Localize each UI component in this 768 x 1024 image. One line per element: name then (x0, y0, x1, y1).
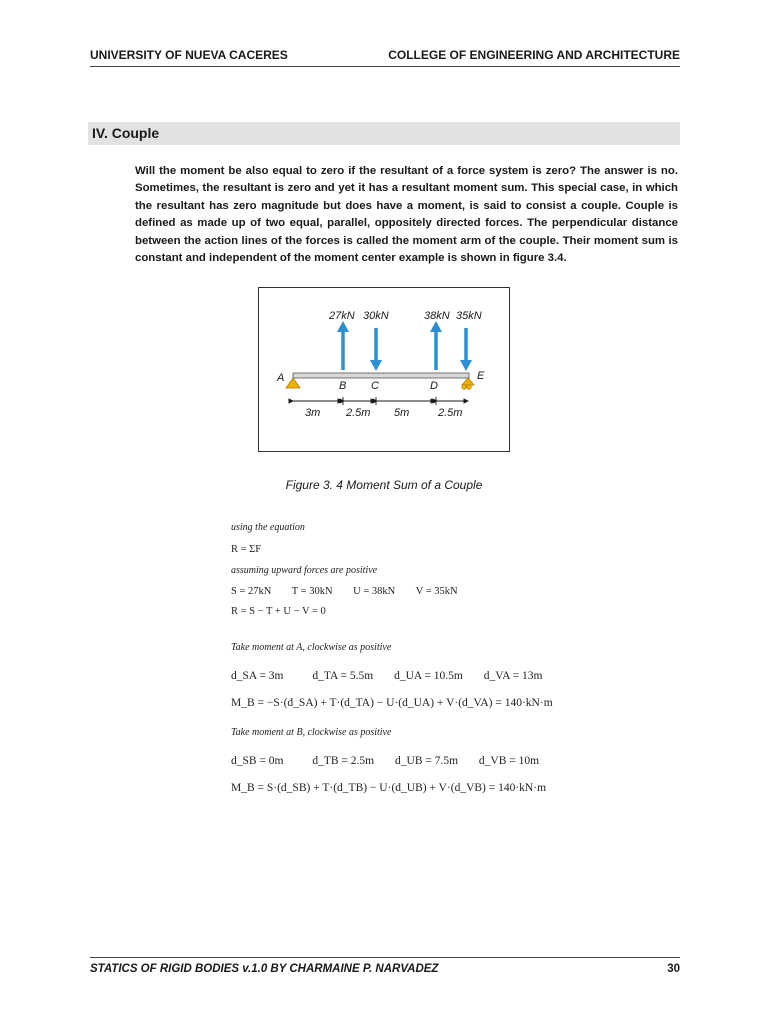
dimension-lines (293, 397, 468, 405)
distance-b: d_SB = 0m (231, 755, 284, 767)
beam-diagram (259, 288, 509, 451)
distance-a: d_UA = 10.5m (394, 670, 463, 682)
distance-b: d_UB = 7.5m (395, 755, 459, 767)
force-value: V = 35kN (415, 586, 458, 597)
force-label: 30kN (363, 310, 389, 322)
point-label: E (477, 370, 485, 382)
distance-label: 5m (394, 407, 410, 419)
equation-resultant: R = ΣF (231, 544, 262, 555)
footer-title: STATICS OF RIGID BODIES v.1.0 BY CHARMAINE P. NARVADEZ (90, 963, 439, 975)
force-arrow-30kn (370, 328, 382, 371)
body-paragraph: Will the moment be also equal to zero if the resultant of a force system is zero? The answer is no. Sometimes, the resultant is zero and yet it has a resultant moment sum. This special case, in which the resultant has zero magnitude but does have a moment, is said to consist a couple. Couple is defined as made up of two equal, parallel, oppositely directed forces. The perpendicular distance between the action lines of the forces is called the moment arm of the couple. Their moment sum is constant and independent of the moment center example is shown in figure 3.4. (135, 165, 678, 265)
force-value: T = 30kN (291, 586, 333, 597)
distances-b-row (231, 755, 539, 767)
point-label: B (339, 380, 347, 392)
moment-b-equation: M_B = S·(d_SB) + T·(d_TB) − U·(d_UB) + V·(d_VB) = 140·kN·m (231, 782, 547, 794)
header-university: UNIVERSITY OF NUEVA CACERES (90, 48, 288, 62)
distance-b: d_VB = 10m (478, 755, 540, 767)
point-label: A (277, 372, 285, 384)
beam (293, 373, 469, 378)
moment-b-note: Take moment at B, clockwise as positive (231, 727, 392, 738)
force-arrow-35kn (460, 328, 472, 371)
force-label: 35kN (456, 310, 482, 322)
page-number: 30 (667, 963, 680, 975)
equation-intro: using the equation (231, 522, 305, 533)
moment-a-equation: M_B = −S·(d_SA) + T·(d_TA) − U·(d_UA) + V·(d_VA) = 140·kN·m (231, 697, 553, 709)
force-arrow-38kn (430, 321, 442, 370)
equation-assumption: assuming upward forces are positive (231, 565, 378, 576)
force-value: S = 27kN (231, 586, 272, 597)
force-values-row (231, 586, 458, 597)
equation-sum: R = S − T + U − V = 0 (231, 606, 326, 617)
section-title: IV. Couple (92, 125, 160, 141)
section-heading (88, 122, 680, 145)
distances-a-row (231, 670, 542, 682)
page-footer (90, 957, 680, 980)
force-value: U = 38kN (353, 586, 396, 597)
distance-a: d_VA = 13m (483, 670, 543, 682)
distance-b: d_TB = 2.5m (312, 755, 375, 767)
distance-label: 2.5m (438, 407, 463, 419)
distance-a: d_TA = 5.5m (312, 670, 374, 682)
couple-figure (258, 287, 510, 452)
moment-a-note: Take moment at A, clockwise as positive (231, 642, 392, 653)
pin-support-a (286, 378, 300, 388)
force-arrow-27kn (337, 321, 349, 370)
figure-caption: Figure 3. 4 Moment Sum of a Couple (285, 478, 483, 492)
point-label: C (371, 380, 379, 392)
distance-label: 3m (305, 407, 321, 419)
page-header (90, 48, 680, 67)
distance-a: d_SA = 3m (231, 670, 284, 682)
roller-support-e (462, 378, 474, 389)
header-college: COLLEGE OF ENGINEERING AND ARCHITECTURE (388, 48, 680, 62)
force-label: 38kN (424, 310, 450, 322)
distance-label: 2.5m (346, 407, 371, 419)
force-label: 27kN (329, 310, 355, 322)
point-label: D (430, 380, 438, 392)
